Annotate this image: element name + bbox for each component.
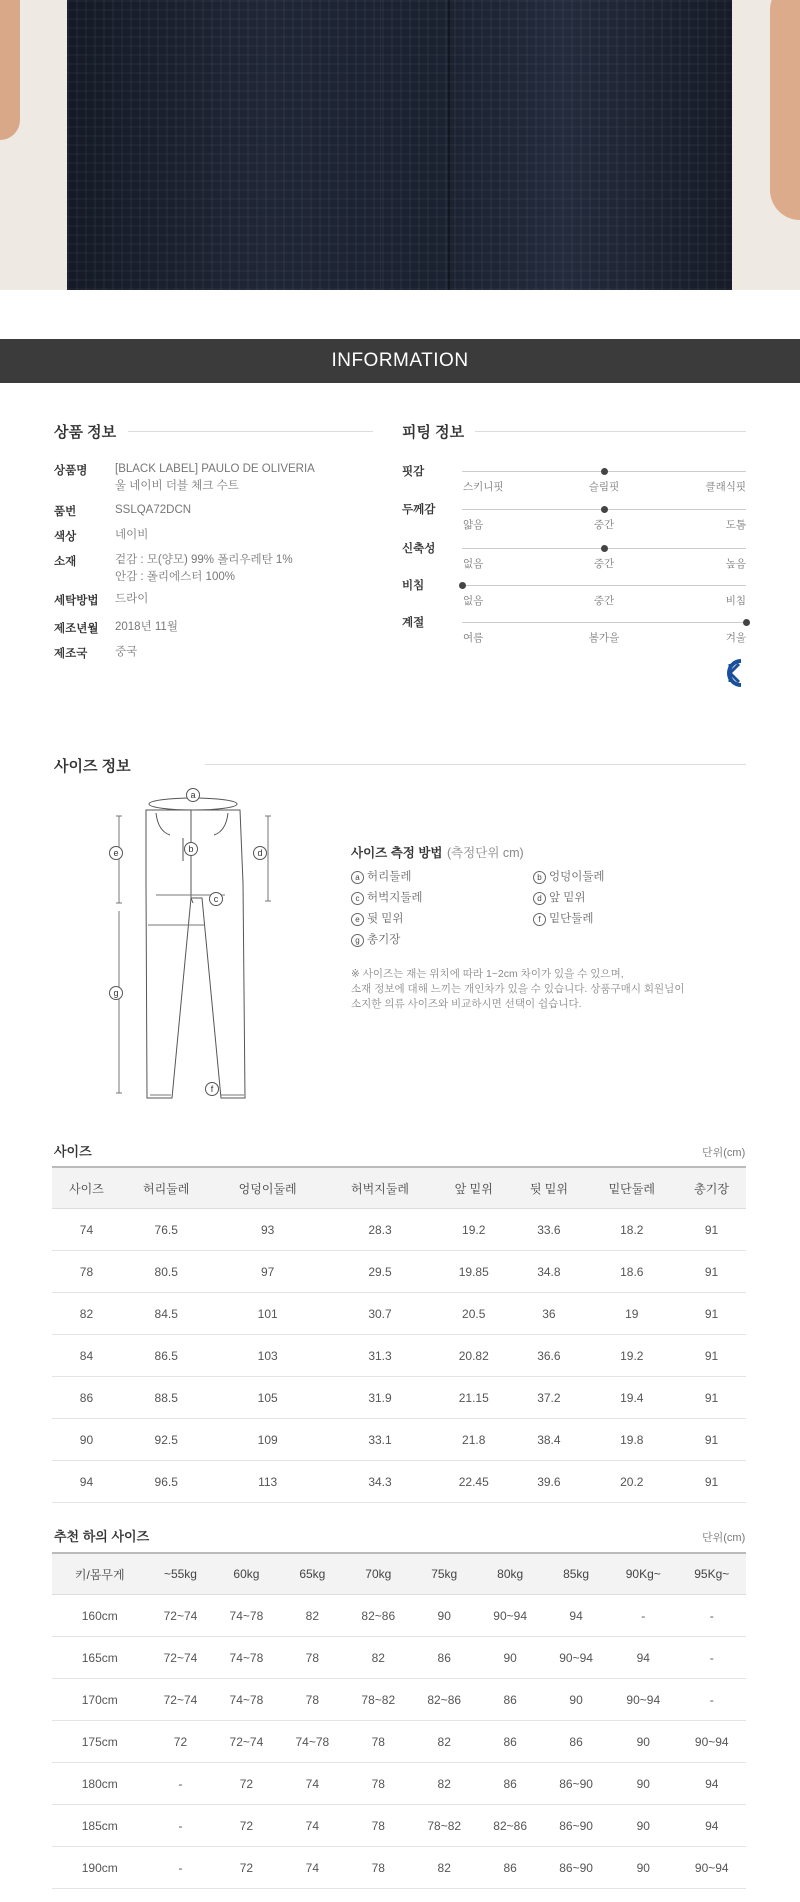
trouser-seam bbox=[448, 0, 450, 290]
table-cell: 90~94 bbox=[609, 1679, 677, 1721]
fitting-tick-label: 클래식핏 bbox=[705, 481, 746, 493]
table-cell: 86 bbox=[477, 1763, 543, 1805]
product-info-value: 네이비 bbox=[115, 529, 149, 541]
table-cell: 78 bbox=[279, 1637, 345, 1679]
table-cell: 90~94 bbox=[677, 1721, 746, 1763]
table-cell: 30.7 bbox=[324, 1293, 436, 1335]
table-cell: 82 bbox=[52, 1293, 121, 1335]
table-cell: 86 bbox=[477, 1679, 543, 1721]
fitting-tick-label: 여름 bbox=[463, 632, 484, 644]
model-hand-right bbox=[770, 0, 800, 220]
table-cell: 80.5 bbox=[121, 1251, 212, 1293]
table-cell: 78 bbox=[345, 1805, 411, 1847]
product-info-value: 안감 : 폴리에스터 100% bbox=[115, 571, 235, 583]
table-cell: 91 bbox=[677, 1377, 746, 1419]
measure-label: 뒷 밑위 bbox=[367, 913, 404, 925]
fitting-tick-label: 도톰 bbox=[725, 519, 746, 531]
fitting-tick-label: 높음 bbox=[725, 558, 746, 570]
diagram-marker-label: g bbox=[113, 988, 119, 998]
table-cell: 86~90 bbox=[543, 1847, 609, 1889]
diagram-marker-label: c bbox=[213, 894, 219, 904]
table-cell: 74~78 bbox=[213, 1595, 279, 1637]
fitting-tick-label: 중간 bbox=[593, 558, 615, 570]
table-cell: 74 bbox=[279, 1847, 345, 1889]
table-cell: 86.5 bbox=[121, 1335, 212, 1377]
table-cell: 160cm bbox=[52, 1595, 148, 1637]
table-cell: 94 bbox=[677, 1805, 746, 1847]
measure-label: 총기장 bbox=[367, 934, 401, 946]
table-cell: 105 bbox=[212, 1377, 324, 1419]
table-row bbox=[52, 1419, 746, 1461]
product-info-value: 2018년 11월 bbox=[115, 621, 178, 633]
product-info-value: 겉감 : 모(양모) 99% 폴리우레탄 1% bbox=[115, 554, 293, 566]
table-cell: 36.6 bbox=[511, 1335, 586, 1377]
fitting-selected-dot bbox=[459, 582, 466, 589]
table-row bbox=[52, 1595, 746, 1637]
measure-key-badge: d bbox=[533, 892, 546, 905]
product-info-value: SSLQA72DCN bbox=[115, 504, 192, 516]
table-cell: 86 bbox=[477, 1721, 543, 1763]
pants-measurement-diagram bbox=[100, 783, 290, 1108]
column-header: 총기장 bbox=[677, 1167, 746, 1209]
table-cell: 90 bbox=[609, 1847, 677, 1889]
product-info-label: 소재 bbox=[54, 556, 77, 568]
measure-key-badge: g bbox=[351, 934, 364, 947]
column-header: 70kg bbox=[345, 1553, 411, 1595]
table-cell: 18.6 bbox=[586, 1251, 677, 1293]
table-cell: 86~90 bbox=[543, 1805, 609, 1847]
table-cell: 92.5 bbox=[121, 1419, 212, 1461]
table-cell: 74 bbox=[279, 1805, 345, 1847]
table-cell: 19.8 bbox=[586, 1419, 677, 1461]
table-cell: 82~86 bbox=[345, 1595, 411, 1637]
table-row bbox=[52, 1335, 746, 1377]
column-header: 밑단둘레 bbox=[586, 1167, 677, 1209]
table-cell: 91 bbox=[677, 1461, 746, 1503]
fitting-selected-dot bbox=[743, 619, 750, 626]
divider bbox=[128, 431, 373, 432]
table-cell: 37.2 bbox=[511, 1377, 586, 1419]
table-cell: 86 bbox=[411, 1637, 477, 1679]
table-cell: 86 bbox=[52, 1377, 121, 1419]
measure-label: 앞 밑위 bbox=[549, 892, 586, 904]
table-cell: 90 bbox=[477, 1637, 543, 1679]
table-cell: 90 bbox=[609, 1763, 677, 1805]
kc-certification-icon bbox=[722, 655, 746, 696]
fitting-tick-label: 얇음 bbox=[463, 519, 484, 531]
table-cell: 82 bbox=[411, 1721, 477, 1763]
diagram-marker-label: f bbox=[210, 1084, 214, 1094]
product-info-value: 드라이 bbox=[115, 593, 149, 605]
size-table-title: 사이즈 bbox=[54, 1144, 92, 1159]
table-cell: 19 bbox=[586, 1293, 677, 1335]
fitting-tick-label: 없음 bbox=[463, 558, 484, 570]
table-cell: 90 bbox=[609, 1805, 677, 1847]
table-cell: 90 bbox=[543, 1679, 609, 1721]
product-info-value: 중국 bbox=[115, 646, 138, 658]
table-cell: 78~82 bbox=[411, 1805, 477, 1847]
table-cell: 91 bbox=[677, 1419, 746, 1461]
table-cell: 78 bbox=[345, 1763, 411, 1805]
table-cell: - bbox=[609, 1595, 677, 1637]
table-row bbox=[52, 1209, 746, 1251]
measure-label: 허리둘레 bbox=[367, 871, 412, 883]
table-cell: 76.5 bbox=[121, 1209, 212, 1251]
measure-key-badge: e bbox=[351, 913, 364, 926]
table-header-row bbox=[52, 1167, 746, 1209]
fitting-scale bbox=[462, 585, 746, 586]
table-cell: 31.9 bbox=[324, 1377, 436, 1419]
table-cell: 91 bbox=[677, 1209, 746, 1251]
table-cell: 78 bbox=[279, 1679, 345, 1721]
column-header: 75kg bbox=[411, 1553, 477, 1595]
table-cell: 82 bbox=[345, 1637, 411, 1679]
table-cell: 84 bbox=[52, 1335, 121, 1377]
table-cell: 94 bbox=[543, 1595, 609, 1637]
table-cell: 72 bbox=[148, 1721, 214, 1763]
fitting-tick-label: 중간 bbox=[593, 595, 615, 607]
table-cell: 19.85 bbox=[436, 1251, 511, 1293]
measure-item bbox=[533, 910, 593, 926]
table-cell: 74~78 bbox=[213, 1679, 279, 1721]
note-line: ※ 사이즈는 재는 위치에 따라 1~2cm 차이가 있을 수 있으며, bbox=[351, 968, 624, 980]
table-cell: - bbox=[148, 1847, 214, 1889]
fitting-tick-label: 봄가을 bbox=[588, 632, 620, 644]
table-cell: 109 bbox=[212, 1419, 324, 1461]
fitting-selected-dot bbox=[601, 468, 608, 475]
table-cell: 21.8 bbox=[436, 1419, 511, 1461]
column-header: 65kg bbox=[279, 1553, 345, 1595]
fitting-label: 비침 bbox=[402, 580, 425, 592]
table-cell: 22.45 bbox=[436, 1461, 511, 1503]
fitting-tick-label: 슬림핏 bbox=[588, 481, 620, 493]
fitting-label: 신축성 bbox=[402, 543, 436, 555]
table-cell: 72 bbox=[213, 1763, 279, 1805]
fitting-selected-dot bbox=[601, 506, 608, 513]
table-cell: 82 bbox=[411, 1847, 477, 1889]
note-line: 소지한 의류 사이즈와 비교하시면 선택이 쉽습니다. bbox=[351, 998, 582, 1010]
table-cell: 19.2 bbox=[436, 1209, 511, 1251]
fitting-tick-label: 스키니핏 bbox=[463, 481, 504, 493]
table-cell: 72~74 bbox=[213, 1721, 279, 1763]
measure-item bbox=[351, 931, 400, 947]
table-cell: 78 bbox=[345, 1721, 411, 1763]
note-line: 소재 정보에 대해 느끼는 개인차가 있을 수 있습니다. 상품구매시 회원님이 bbox=[351, 983, 685, 995]
product-photo bbox=[0, 0, 800, 290]
table-cell: 180cm bbox=[52, 1763, 148, 1805]
table-cell: 33.1 bbox=[324, 1419, 436, 1461]
table-cell: 90~94 bbox=[477, 1595, 543, 1637]
measure-label: 엉덩이둘레 bbox=[549, 871, 605, 883]
table-cell: 86~90 bbox=[543, 1763, 609, 1805]
size-note bbox=[351, 967, 731, 1012]
table-cell: 91 bbox=[677, 1251, 746, 1293]
table-cell: 36 bbox=[511, 1293, 586, 1335]
fitting-selected-dot bbox=[601, 545, 608, 552]
recommended-table-unit: 단위(cm) bbox=[702, 1532, 746, 1544]
diagram-marker-label: a bbox=[190, 790, 196, 800]
table-cell: 84.5 bbox=[121, 1293, 212, 1335]
column-header: ~55kg bbox=[148, 1553, 214, 1595]
table-cell: 34.3 bbox=[324, 1461, 436, 1503]
column-header: 95Kg~ bbox=[677, 1553, 746, 1595]
column-header: 85kg bbox=[543, 1553, 609, 1595]
table-cell: 170cm bbox=[52, 1679, 148, 1721]
table-cell: - bbox=[148, 1805, 214, 1847]
diagram-marker-label: e bbox=[113, 848, 119, 858]
table-cell: - bbox=[677, 1637, 746, 1679]
table-cell: 78~82 bbox=[345, 1679, 411, 1721]
size-info-title: 사이즈 정보 bbox=[54, 758, 131, 775]
table-cell: 78 bbox=[52, 1251, 121, 1293]
fitting-tick-label: 비침 bbox=[725, 595, 746, 607]
table-cell: 113 bbox=[212, 1461, 324, 1503]
table-cell: 34.8 bbox=[511, 1251, 586, 1293]
navy-check-trousers bbox=[67, 0, 732, 290]
diagram-marker-label: b bbox=[188, 844, 194, 854]
size-table bbox=[52, 1166, 746, 1503]
information-banner: INFORMATION bbox=[0, 339, 800, 383]
table-cell: 28.3 bbox=[324, 1209, 436, 1251]
table-cell: 101 bbox=[212, 1293, 324, 1335]
table-cell: 93 bbox=[212, 1209, 324, 1251]
table-row bbox=[52, 1377, 746, 1419]
column-header: 60kg bbox=[213, 1553, 279, 1595]
divider bbox=[205, 764, 746, 765]
column-header: 엉덩이둘레 bbox=[212, 1167, 324, 1209]
table-cell: 19.4 bbox=[586, 1377, 677, 1419]
table-row bbox=[52, 1679, 746, 1721]
column-header: 90Kg~ bbox=[609, 1553, 677, 1595]
table-cell: 175cm bbox=[52, 1721, 148, 1763]
table-cell: 90 bbox=[52, 1419, 121, 1461]
table-cell: 88.5 bbox=[121, 1377, 212, 1419]
table-cell: 78 bbox=[345, 1847, 411, 1889]
table-row bbox=[52, 1293, 746, 1335]
product-info-label: 색상 bbox=[54, 531, 77, 543]
table-cell: 74~78 bbox=[279, 1721, 345, 1763]
table-row bbox=[52, 1721, 746, 1763]
measure-method-heading: 사이즈 측정 방법 (측정단위 cm) bbox=[351, 846, 524, 860]
table-cell: 72 bbox=[213, 1805, 279, 1847]
measure-item bbox=[351, 889, 423, 905]
table-cell: 72~74 bbox=[148, 1595, 214, 1637]
table-cell: 74 bbox=[52, 1209, 121, 1251]
recommended-size-table bbox=[52, 1552, 746, 1889]
measure-label: 밑단둘레 bbox=[549, 913, 594, 925]
column-header: 80kg bbox=[477, 1553, 543, 1595]
fitting-tick-label: 겨울 bbox=[725, 632, 746, 644]
table-cell: - bbox=[677, 1595, 746, 1637]
table-cell: 97 bbox=[212, 1251, 324, 1293]
table-cell: 21.15 bbox=[436, 1377, 511, 1419]
measure-item bbox=[533, 889, 586, 905]
table-cell: 20.2 bbox=[586, 1461, 677, 1503]
table-cell: 72~74 bbox=[148, 1637, 214, 1679]
measure-item bbox=[351, 868, 411, 884]
column-header: 허벅지둘레 bbox=[324, 1167, 436, 1209]
product-info-label: 세탁방법 bbox=[54, 595, 99, 607]
fitting-scale bbox=[462, 622, 746, 623]
product-info-title: 상품 정보 bbox=[54, 424, 117, 441]
table-cell: 185cm bbox=[52, 1805, 148, 1847]
table-cell: 20.82 bbox=[436, 1335, 511, 1377]
table-cell: 103 bbox=[212, 1335, 324, 1377]
table-cell: 82~86 bbox=[477, 1805, 543, 1847]
table-cell: 82 bbox=[279, 1595, 345, 1637]
table-cell: 86 bbox=[477, 1847, 543, 1889]
product-info-label: 제조년월 bbox=[54, 623, 99, 635]
table-cell: 90 bbox=[411, 1595, 477, 1637]
column-header: 뒷 밑위 bbox=[511, 1167, 586, 1209]
table-cell: 90~94 bbox=[677, 1847, 746, 1889]
measure-key-badge: c bbox=[351, 892, 364, 905]
table-cell: 39.6 bbox=[511, 1461, 586, 1503]
table-cell: 33.6 bbox=[511, 1209, 586, 1251]
table-cell: 94 bbox=[609, 1637, 677, 1679]
table-cell: 190cm bbox=[52, 1847, 148, 1889]
table-cell: 96.5 bbox=[121, 1461, 212, 1503]
table-cell: 31.3 bbox=[324, 1335, 436, 1377]
table-cell: 86 bbox=[543, 1721, 609, 1763]
table-cell: 90 bbox=[609, 1721, 677, 1763]
recommended-table-title: 추천 하의 사이즈 bbox=[54, 1529, 150, 1544]
table-cell: 74 bbox=[279, 1763, 345, 1805]
table-cell: 82 bbox=[411, 1763, 477, 1805]
diagram-marker-label: d bbox=[257, 848, 263, 858]
model-hand-left bbox=[0, 0, 20, 140]
measure-key-badge: a bbox=[351, 871, 364, 884]
table-cell: 72 bbox=[213, 1847, 279, 1889]
product-info-label: 상품명 bbox=[54, 465, 88, 477]
table-cell: - bbox=[677, 1679, 746, 1721]
table-cell: 74~78 bbox=[213, 1637, 279, 1679]
measure-label: 허벅지둘레 bbox=[367, 892, 423, 904]
table-row bbox=[52, 1461, 746, 1503]
column-header: 사이즈 bbox=[52, 1167, 121, 1209]
table-cell: 94 bbox=[52, 1461, 121, 1503]
fitting-label: 두께감 bbox=[402, 504, 436, 516]
table-row bbox=[52, 1251, 746, 1293]
product-info-label: 품번 bbox=[54, 506, 77, 518]
column-header: 앞 밑위 bbox=[436, 1167, 511, 1209]
table-cell: 94 bbox=[677, 1763, 746, 1805]
table-cell: 72~74 bbox=[148, 1679, 214, 1721]
column-header: 허리둘레 bbox=[121, 1167, 212, 1209]
table-header-row bbox=[52, 1553, 746, 1595]
table-row bbox=[52, 1805, 746, 1847]
table-cell: 91 bbox=[677, 1335, 746, 1377]
fitting-tick-label: 중간 bbox=[593, 519, 615, 531]
table-cell: 91 bbox=[677, 1293, 746, 1335]
measure-key-badge: f bbox=[533, 913, 546, 926]
product-info-value: 울 네이비 더블 체크 수트 bbox=[115, 480, 239, 492]
fitting-label: 계절 bbox=[402, 617, 425, 629]
measure-item bbox=[533, 868, 605, 884]
table-cell: 82~86 bbox=[411, 1679, 477, 1721]
table-cell: 20.5 bbox=[436, 1293, 511, 1335]
measure-key-badge: b bbox=[533, 871, 546, 884]
size-table-unit: 단위(cm) bbox=[702, 1147, 746, 1159]
table-row bbox=[52, 1763, 746, 1805]
table-row bbox=[52, 1637, 746, 1679]
table-cell: 38.4 bbox=[511, 1419, 586, 1461]
table-cell: 19.2 bbox=[586, 1335, 677, 1377]
table-row bbox=[52, 1847, 746, 1889]
table-cell: 90~94 bbox=[543, 1637, 609, 1679]
divider bbox=[475, 431, 746, 432]
fitting-tick-label: 없음 bbox=[463, 595, 484, 607]
table-cell: 165cm bbox=[52, 1637, 148, 1679]
fitting-info-title: 피팅 정보 bbox=[402, 424, 465, 441]
table-cell: 29.5 bbox=[324, 1251, 436, 1293]
table-cell: 18.2 bbox=[586, 1209, 677, 1251]
product-info-label: 제조국 bbox=[54, 648, 88, 660]
product-info-value: [BLACK LABEL] PAULO DE OLIVERIA bbox=[115, 463, 315, 475]
column-header: 키/몸무게 bbox=[52, 1553, 148, 1595]
table-cell: - bbox=[148, 1763, 214, 1805]
fitting-label: 핏감 bbox=[402, 466, 425, 478]
measure-item bbox=[351, 910, 404, 926]
